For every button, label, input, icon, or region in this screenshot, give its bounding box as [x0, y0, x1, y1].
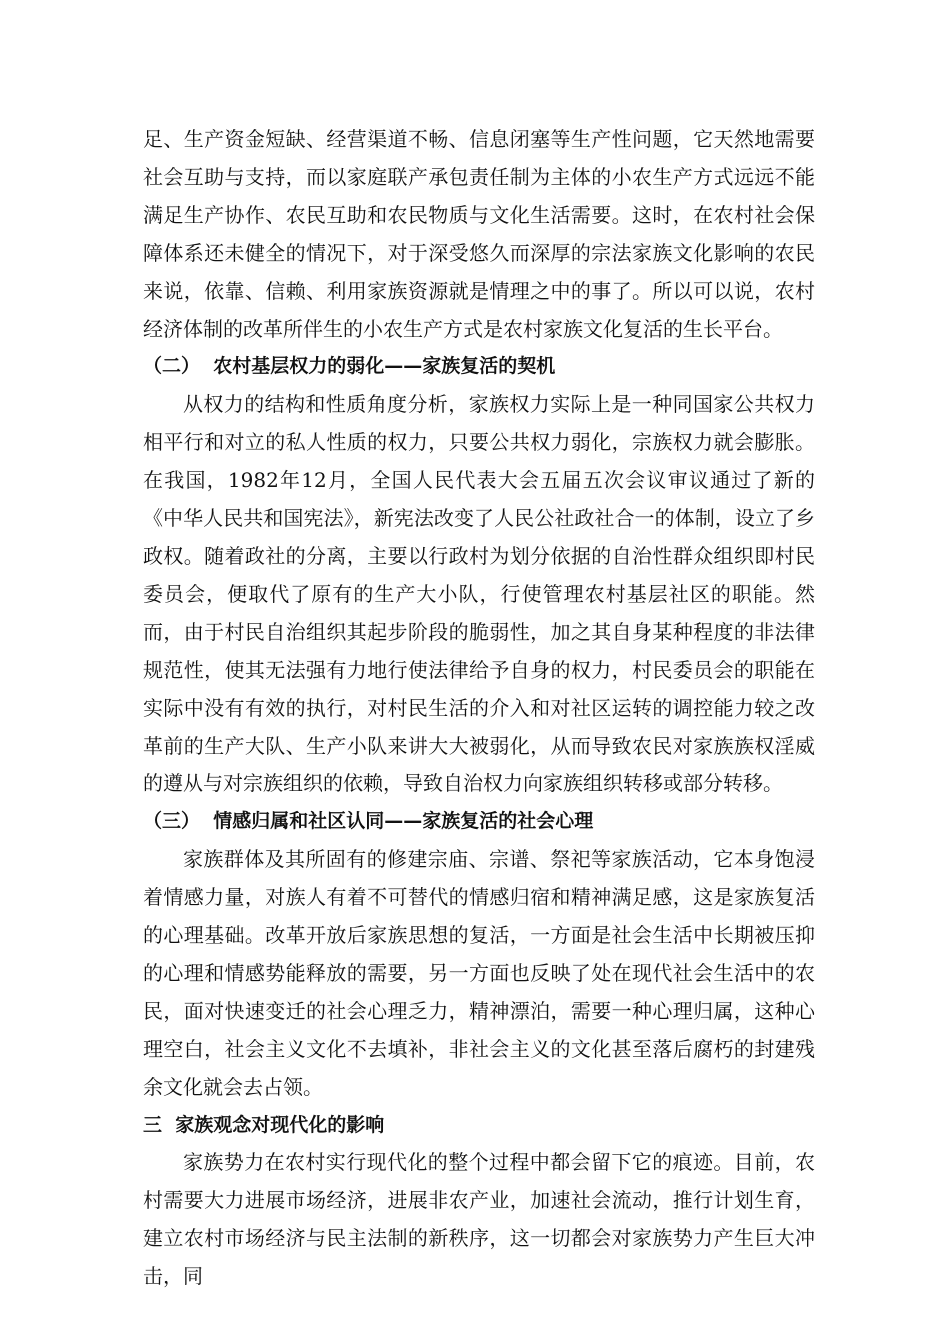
section-heading-main-3: 三 家族观念对现代化的影响 — [143, 1113, 385, 1136]
document-body — [143, 121, 815, 1296]
paragraph-continued: 足、生产资金短缺、经营渠道不畅、信息闭塞等生产性问题，它天然地需要社会互助与支持，而以家庭联产承包责任制为主体的小农生产方式远远不能满足生产协作、农民互助和农民物质与文化生活需要。这时，在农村社会保障体系还未健全的情况下，对于深受悠久而深厚的宗法家族文化影响的农民来说，依靠、信赖、利用家族资源就是情理之中的事了。所以可以说，农村经济体制的改革所伴生的小农生产方式是农村家族文化复活的生长平台。 — [143, 127, 815, 341]
section-heading-2: （二） 农村基层权力的弱化——家族复活的契机 — [143, 355, 556, 378]
paragraph-modernization: 家族势力在农村实行现代化的整个过程中都会留下它的痕迹。目前，农村需要大力进展市场经济，进展非农产业，加速社会流动，推行计划生育，建立农村市场经济与民主法制的新秩序，这一切都会对家族势力产生巨大冲击，同 — [143, 1150, 815, 1289]
section-heading-3: （三） 情感归属和社区认同——家族复活的社会心理 — [143, 810, 594, 833]
paragraph-emotional-belonging: 家族群体及其所固有的修建宗庙、宗谱、祭祀等家族活动，它本身饱浸着情感力量，对族人有着不可替代的情感归宿和精神满足感，这是家族复活的心理基础。改革开放后家族思想的复活，一方面是社会生活中长期被压抑的心理和情感势能释放的需要，另一方面也反映了处在现代社会生活中的农民，面对快速变迁的社会心理乏力，精神漂泊，需要一种心理归属，这种心理空白，社会主义文化不去填补，非社会主义的文化甚至落后腐朽的封建残余文化就会去占领。 — [143, 847, 815, 1099]
paragraph-rural-power: 从权力的结构和性质角度分析，家族权力实际上是一种同国家公共权力相平行和对立的私人性质的权力，只要公共权力弱化，宗族权力就会膨胀。在我国，1982年12月，全国人民代表大会五届五次会议审议通过了新的《中华人民共和国宪法》，新宪法改变了人民公社政社合一的体制，设立了乡政权。随着政社的分离，主要以行政村为划分依据的自治性群众组织即村民委员会，便取代了原有的生产大小队，行使管理农村基层社区的职能。然而，由于村民自治组织其起步阶段的脆弱性，加之其自身某种程度的非法律规范性，使其无法强有力地行使法律给予自身的权力，村民委员会的职能在实际中没有有效的执行，对村民生活的介入和对社区运转的调控能力较之改革前的生产大队、生产小队来讲大大被弱化，从而导致农民对家族族权淫威的遵从与对宗族组织的依赖，导致自治权力向家族组织转移或部分转移。 — [143, 392, 815, 796]
